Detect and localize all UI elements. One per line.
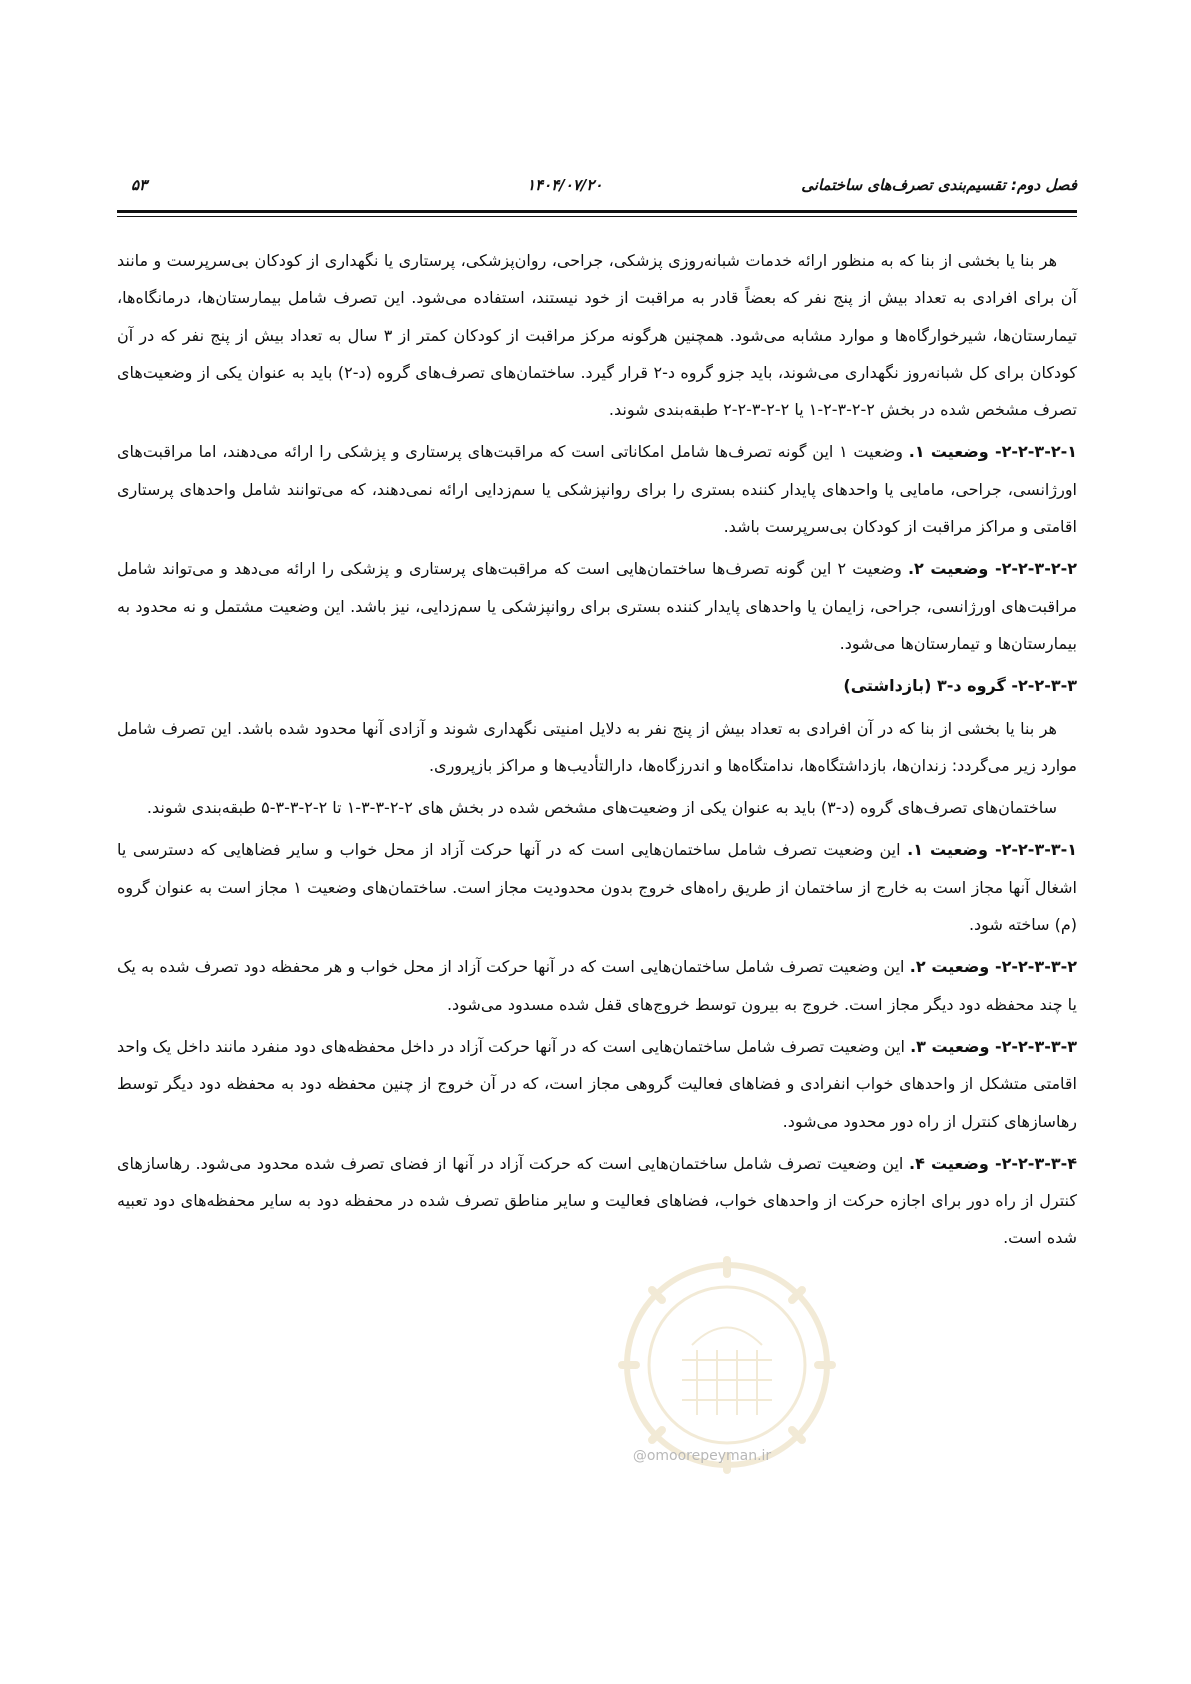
clause-2-2-3-2-2 [117,550,1077,662]
paragraph-group-d3-intro: هر بنا یا بخشی از بنا که در آن افرادی به تعداد بیش از پنج نفر به دلایل امنیتی نگهداری شوند و آزادی آنها محدود شده باشد. این تصرف شامل موارد زیر می‌گردد: زندان‌ها، بازداشتگاه‌ها، ندامتگاه‌ها و اندرزگاه‌ها، دارالتأدیب‌ها و مراکز بازپروری. [117,718,1077,775]
clause-2-2-3-3-4 [117,1145,1077,1257]
page-number: ۵۳ [131,176,148,194]
clause-number: ۲-۲-۳-۳-۱- وضعیت ۱. [907,840,1078,860]
document-page [117,0,1077,1684]
clause-text: این وضعیت تصرف شامل ساختمان‌هایی است که در آنها حرکت آزاد در داخل محفظه‌های دود منفرد مانند داخل یک واحد اقامتی متشکل از واحدهای خواب انفرادی و فضاهای فعالیت گروهی مجاز است، که در آن خروج از چنین محفظه دود به محفظه دود دیگر توسط رهاسازهای کنترل از راه دور محدود می‌شود. [117,1036,1077,1131]
section-heading-group-d3: ۲-۲-۳-۳- گروه د-۳ (بازداشتی) [843,676,1077,696]
clause-number: ۲-۲-۳-۳-۴- وضعیت ۴. [909,1153,1078,1173]
clause-text: این وضعیت تصرف شامل ساختمان‌هایی است که در آنها حرکت آزاد از محل خواب و سایر فضاهایی که دسترسی یا اشغال آنها مجاز است به خارج از ساختمان از طریق راه‌های خروج بدون محدودیت مجاز است. ساختمان‌های وضعیت ۱ مجاز است به عنوان گروه (م) ساخته شود. [117,840,1077,935]
chapter-title: فصل دوم: تقسیم‌بندی تصرف‌های ساختمانی [801,176,1077,194]
clause-2-2-3-3-1 [117,831,1077,943]
clause-number: ۲-۲-۳-۳-۲- وضعیت ۲. [909,957,1077,977]
clause-text: وضعیت ۲ این گونه تصرف‌ها ساختمان‌هایی است که مراقبت‌های پرستاری و پزشکی را ارائه می‌دهد و می‌تواند شامل مراقبت‌های اورژانسی، جراحی، زایمان یا واحدهای پایدار کننده بستری برای روانپزشکی یا سم‌زدایی، نیز باشد. این وضعیت مشتمل و نه محدود به بیمارستان‌ها و تیمارستان‌ها می‌شود. [117,559,1077,653]
header-date: ۱۴۰۴/۰۷/۲۰ [527,176,603,194]
clause-text: این وضعیت تصرف شامل ساختمان‌هایی است که در آنها حرکت آزاد از محل خواب و هر محفظه دود تصرف شده به یک یا چند محفظه دود دیگر مجاز است. خروج به بیرون توسط خروج‌های قفل شده مسدود می‌شود. [117,957,1077,1014]
clause-2-2-3-3-2 [117,948,1077,1023]
clause-2-2-3-3-3 [117,1028,1077,1140]
document-body [117,242,1077,1262]
page-header [117,176,1077,202]
header-rule-thin [117,216,1077,217]
clause-text: این وضعیت تصرف شامل ساختمان‌هایی است که حرکت آزاد در آنها از فضای تصرف شده محدود می‌شود. رهاسازهای کنترل از راه دور برای اجازه حرکت از واحدهای خواب، فضاهای فعالیت و سایر مناطق تصرف شده در محفظه دود به سایر محفظه‌های دود تعبیه شده است. [117,1153,1077,1248]
header-rule-thick [117,210,1077,213]
clause-number: ۲-۲-۳-۳-۳- وضعیت ۳. [910,1036,1078,1056]
clause-text: وضعیت ۱ این گونه تصرف‌ها شامل امکاناتی است که مراقبت‌های پرستاری و پزشکی را ارائه می‌دهند، اما مراقبت‌های اورژانسی، جراحی، مامایی یا واحدهای پایدار کننده بستری را برای روانپزشکی یا سم‌زدایی ارائه نمی‌دهند، که می‌توانند شامل واحدهای پرستاری اقامتی و مراکز مراقبت از کودکان بی‌سرپرست باشد. [117,442,1077,537]
clause-number: ۲-۲-۳-۲-۲- وضعیت ۲. [907,559,1077,579]
watermark-seal-icon [612,1250,842,1480]
paragraph-group-d2-intro: هر بنا یا بخشی از بنا که به منظور ارائه خدمات شبانه‌روزی پزشکی، جراحی، روان‌پزشکی، پرستاری یا نگهداری از کودکان بی‌سرپرست و مانند آن برای افرادی به تعداد بیش از پنج نفر که بعضاً قادر به مراقبت از خود نیستند، استفاده می‌شود. این تصرف شامل بیمارستان‌ها، درمانگاه‌ها، تیمارستان‌ها، شیرخوارگاه‌ها و موارد مشابه می‌شود. همچنین هرگونه مرکز مراقبت از کودکان کمتر از ۳ سال به تعداد بیش از پنج نفر که در آن کودکان برای کل شبانه‌روز نگهداری می‌شوند، باید جزو گروه د‐۲ قرار گیرد. ساختمان‌های تصرف‌های گروه (د-۲) باید به عنوان یکی از وضعیت‌های تصرف مشخص شده در بخش ۲-۲-۳-۲-۱ یا ۲-۲-۳-۲-۲ طبقه‌بندی شوند. [117,251,1078,420]
watermark-text: @omoorepeyman.ir [632,1448,772,1464]
clause-2-2-3-2-1 [117,433,1077,545]
paragraph-group-d3-classification: ساختمان‌های تصرف‌های گروه (د-۳) باید به عنوان یکی از وضعیت‌های مشخص شده در بخش های ۲-۲-۳-۳-۱ تا ۲-۲-۳-۳-۵ طبقه‌بندی شوند. [146,798,1057,818]
clause-number: ۲-۲-۳-۲-۱- وضعیت ۱. [908,442,1077,462]
